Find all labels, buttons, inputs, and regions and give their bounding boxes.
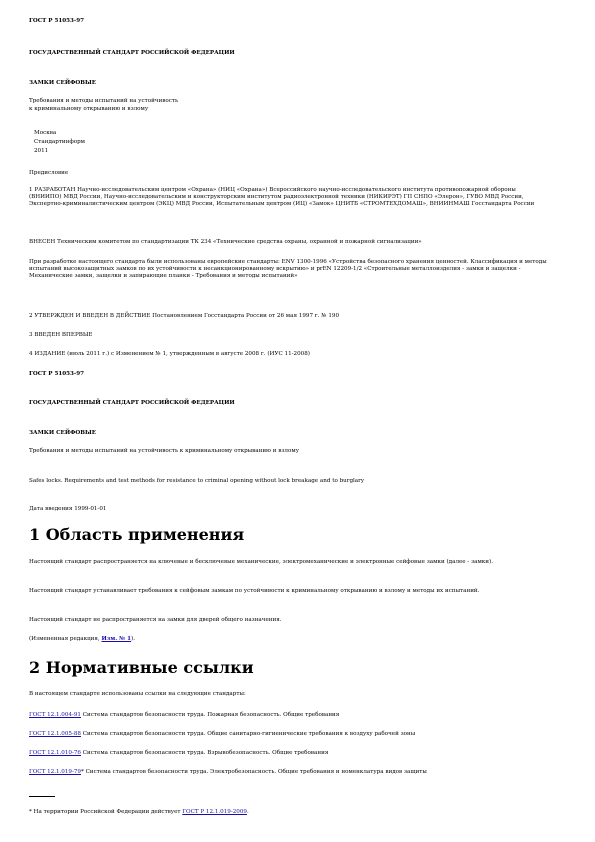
reference-item [29, 731, 415, 738]
doc-subtitle-line1: Требования и методы испытаний на устойчивость [29, 98, 179, 104]
reference-text: Система стандартов безопасности труда. Взрывобезопасность. Общие требования [81, 750, 329, 756]
preface-item-2: 2 УТВЕРЖДЕН И ВВЕДЕН В ДЕЙСТВИЕ Постановлением Госстандарта России от 26 мая 1997 г. № 190 [29, 313, 340, 319]
preface-eu-standards: При разработке настоящего стандарта были использованы европейские стандарты: ENV 1300-1996 «Устройства безопасного хранения ценностей. Классификация и методы испытаний высокозащитных замков по их устойчивости к несанкционированному вскрытию» и prEN 12209-1/2 «Строительные металлоизделия - замки и защелки - Механические замки, защелки и запирающие планки - Требования и методы испытаний» [29, 259, 547, 279]
publisher-city: Москва [34, 130, 57, 136]
doc-subtitle-line2: к криминальному открыванию и взлому [29, 106, 149, 112]
section-1-change-note [29, 636, 135, 643]
section-1-paragraph-3: Настоящий стандарт не распространяется на замки для дверей общего назначения. [29, 617, 282, 623]
english-title: Safes locks. Requirements and test methods for resistance to criminal opening without lock breakage and to burglary [29, 478, 364, 484]
reference-text: Система стандартов безопасности труда. Общие санитарно-гигиенические требования к воздуху рабочей зоны [81, 731, 416, 737]
reference-link[interactable]: ГОСТ 12.1.004-91 [29, 712, 81, 718]
reference-item [29, 750, 328, 757]
preface-item-4: 4 ИЗДАНИЕ (июль 2011 г.) с Изменением № 1, утвержденным в августе 2008 г. (ИУС 11-2008) [29, 351, 310, 357]
state-standard-header: ГОСУДАРСТВЕННЫЙ СТАНДАРТ РОССИЙСКОЙ ФЕДЕРАЦИИ [29, 50, 235, 56]
section-2-heading: 2 Нормативные ссылки [29, 658, 254, 677]
reference-text: Система стандартов безопасности труда. Пожарная безопасность. Общие требования [81, 712, 340, 718]
reference-item [29, 712, 339, 719]
footnote-prefix: * На территории Российской Федерации действует [29, 809, 183, 815]
doc-subtitle-full: Требования и методы испытаний на устойчивость к криминальному открыванию и взлому [29, 448, 299, 454]
change-note-suffix: ). [131, 636, 135, 642]
section-1-heading: 1 Область применения [29, 525, 245, 544]
section-1-paragraph-2: Настоящий стандарт устанавливает требования к сейфовым замкам по устойчивости к криминальному открыванию и взлому и методы их испытаний. [29, 588, 480, 594]
reference-link[interactable]: ГОСТ 12.1.005-88 [29, 731, 81, 737]
change-1-link[interactable]: Изм. № 1 [101, 636, 132, 642]
preface-item-3: 3 ВВЕДЕН ВПЕРВЫЕ [29, 332, 93, 338]
doc-code-repeat: ГОСТ Р 51053-97 [29, 371, 85, 377]
reference-item [29, 769, 427, 776]
publication-year: 2011 [34, 148, 49, 154]
section-2-intro: В настоящем стандарте использованы ссылки на следующие стандарты: [29, 691, 246, 697]
doc-title-repeat: ЗАМКИ СЕЙФОВЫЕ [29, 430, 96, 436]
reference-link[interactable]: ГОСТ 12.1.019-79 [29, 769, 81, 775]
section-1-paragraph-1: Настоящий стандарт распространяется на ключевые и бесключевые механические, электромеханические и электронные сейфовые замки (далее - замки). [29, 559, 493, 565]
preface-heading: Предисловие [29, 170, 69, 176]
footnote-link[interactable]: ГОСТ Р 12.1.019-2009 [182, 809, 247, 815]
footnote-suffix: . [246, 809, 249, 815]
publisher: Стандартинформ [34, 139, 86, 145]
footnote [29, 809, 249, 816]
reference-text: * Система стандартов безопасности труда. Электробезопасность. Общие требования и номенклатура видов защиты [81, 769, 427, 775]
change-note-prefix: (Измененная редакция, [29, 636, 102, 642]
preface-item-1: 1 РАЗРАБОТАН Научно-исследовательским центром «Охрана» (НИЦ «Охрана») Всероссийского научно-исследовательского института противопожарной обороны (ВНИИПО) МВД России, Научно-исследовательским и конструкторским институтом радиоэлектронной техники (НИКИРЭТ) ГП СНПО «Элерон», ГУВО МВД России, Экспертно-криминалистическим центром (ЭКЦ) МВД России, Испытательным центром (ИЦ) «Замок» ЦНИТБ «СТРОМТЕХДОМАШ», ВНИИНМАШ Госстандарта России [29, 187, 535, 207]
intro-date: Дата введения 1999-01-01 [29, 506, 107, 512]
preface-introduced: ВНЕСЕН Техническим комитетом по стандартизации ТК 234 «Технические средства охраны, охранной и пожарной сигнализации» [29, 239, 422, 245]
doc-title: ЗАМКИ СЕЙФОВЫЕ [29, 80, 96, 86]
state-standard-header-repeat: ГОСУДАРСТВЕННЫЙ СТАНДАРТ РОССИЙСКОЙ ФЕДЕРАЦИИ [29, 400, 235, 406]
doc-code: ГОСТ Р 51053-97 [29, 18, 85, 24]
footnote-divider [29, 796, 55, 797]
reference-link[interactable]: ГОСТ 12.1.010-76 [29, 750, 81, 756]
